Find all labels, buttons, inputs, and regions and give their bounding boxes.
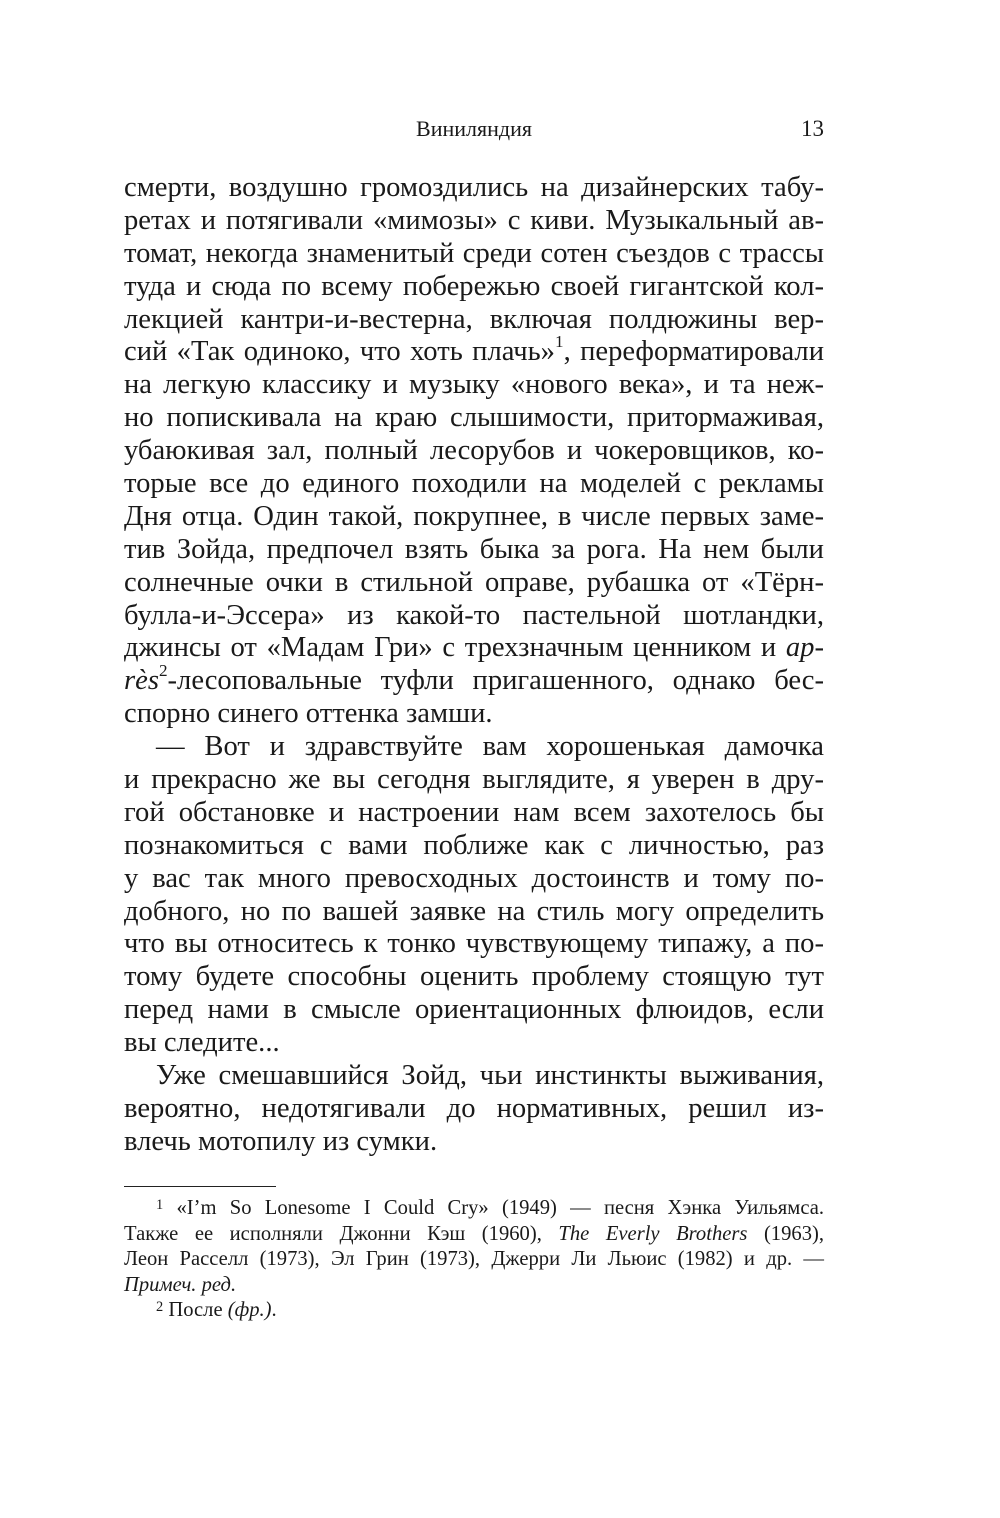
- page-number: 13: [801, 116, 824, 141]
- text-segment: Леон Расселл (1973), Эл Грин (1973), Джерри Ли Льюис (1982) и др. —: [124, 1248, 824, 1271]
- text-line: [124, 961, 824, 994]
- text-segment: тому будете способны оценить проблему стоящую тут: [124, 961, 824, 993]
- text-segment: смерти, воздушно громоздились на дизайнерских табу-: [124, 172, 824, 203]
- text-segment: но попискивала на краю слышимости, притормаживая,: [124, 402, 824, 434]
- text-line: [124, 1093, 824, 1126]
- text-segment: (1963),: [747, 1222, 825, 1245]
- footnote-reference: 1: [554, 332, 564, 352]
- text-line: [124, 632, 824, 665]
- text-line: [124, 271, 824, 304]
- text-segment: сий «Так одиноко, что хоть плачь»: [124, 336, 555, 368]
- text-line: [124, 731, 824, 764]
- text-line: [124, 205, 824, 238]
- text-segment: перед нами в смысле ориентационных флюидов, если: [124, 994, 824, 1026]
- text-segment: добного, но по вашей заявке на стиль могу определить: [124, 895, 824, 927]
- text-segment: томат, некогда знаменитый среди сотен съездов с трассы: [124, 237, 824, 269]
- text-line: [124, 896, 824, 929]
- text-segment: туда и сюда по всему побережью своей гигантской кол-: [124, 270, 824, 302]
- footnote-marker: 2: [156, 1299, 164, 1316]
- text-line: [124, 468, 824, 501]
- text-line: [124, 567, 824, 600]
- text-line: [124, 238, 824, 271]
- running-header: [124, 116, 824, 146]
- text-segment: гой обстановке и настроении нам всем захотелось бы: [124, 796, 824, 828]
- text-line: [124, 402, 824, 435]
- text-segment: влечь мотопилу из сумки.: [124, 1125, 438, 1157]
- text-segment: что вы относитесь к тонко чувствующему типажу, а по-: [124, 928, 824, 960]
- footnote-line: [124, 1222, 824, 1248]
- text-segment: «I’m So Lonesome I Could Cry» (1949) — песня Хэнка Уильямса.: [163, 1197, 824, 1219]
- text-line: [124, 797, 824, 830]
- footnote-line: [124, 1298, 824, 1324]
- text-line: [124, 534, 824, 567]
- italic-segment: Примеч. ред.: [124, 1273, 237, 1296]
- text-segment: ретах и потягивали «мимозы» с киви. Музыкальный ав-: [124, 204, 824, 236]
- text-line: [124, 332, 824, 369]
- text-line: [124, 1126, 824, 1159]
- footnote-marker: 1: [156, 1196, 164, 1213]
- text-segment: джинсы от «Мадам Гри» с трехзначным ценником и: [124, 632, 786, 664]
- text-line: [124, 698, 824, 731]
- text-line: [124, 304, 824, 337]
- text-segment: убаюкивая зал, полный лесорубов и чокеровщиков, ко-: [124, 435, 824, 467]
- text-segment: тив Зойда, предпочел взять быка за рога. На нем были: [124, 533, 824, 565]
- text-segment: .: [271, 1299, 277, 1322]
- text-segment: , переформатировали: [563, 336, 824, 368]
- text-line: [124, 863, 824, 896]
- text-segment: лекцией кантри-и-вестерна, включая полдюжины вер-: [124, 303, 824, 335]
- text-segment: Уже смешавшийся Зойд, чьи инстинкты выживания,: [156, 1060, 824, 1092]
- text-segment: Также ее исполняли Джонни Кэш (1960),: [124, 1222, 559, 1245]
- text-segment: у вас так много превосходных достоинств и тому по-: [124, 862, 824, 894]
- text-segment: вероятно, недотягивали до нормативных, решил из-: [124, 1092, 824, 1124]
- italic-segment: rès: [124, 665, 159, 697]
- footnote-divider: [124, 1186, 276, 1187]
- italic-segment: ap-: [785, 632, 824, 664]
- text-segment: солнечные очки в стильной оправе, рубашка от «Тёрн-: [124, 566, 824, 598]
- running-title: Виниляндия: [416, 116, 532, 141]
- italic-segment: (фр.): [227, 1299, 272, 1322]
- text-segment: познакомиться с вами поближе как с личностью, раз: [124, 829, 824, 861]
- main-text: [124, 172, 824, 1159]
- footnote-reference: 2: [158, 661, 168, 681]
- text-line: [124, 764, 824, 797]
- text-segment: и прекрасно же вы сегодня выглядите, я уверен в дру-: [124, 764, 824, 796]
- text-line: [124, 369, 824, 402]
- italic-segment: The Everly Brothers: [558, 1222, 748, 1245]
- text-segment: -лесоповальные туфли пригашенного, однако бес-: [167, 665, 824, 697]
- text-segment: После: [163, 1299, 228, 1322]
- text-segment: спорно синего оттенка замши.: [124, 698, 493, 730]
- text-line: [124, 830, 824, 863]
- text-line: [124, 928, 824, 961]
- text-line: [124, 1027, 824, 1060]
- text-segment: булла-и-Эссера» из какой-то пастельной шотландки,: [124, 599, 824, 631]
- text-line: [124, 994, 824, 1027]
- footnote-line: [124, 1247, 824, 1273]
- text-line: [124, 501, 824, 534]
- text-line: [124, 435, 824, 468]
- text-segment: Дня отца. Один такой, покрупнее, в числе первых заме-: [124, 500, 824, 532]
- footnote-line: [124, 1273, 824, 1299]
- footnote-line: [124, 1196, 824, 1222]
- text-segment: торые все до единого походили на моделей с рекламы: [124, 468, 824, 500]
- text-segment: на легкую классику и музыку «нового века», и та неж-: [124, 369, 824, 401]
- text-line: [124, 1060, 824, 1093]
- text-line: [124, 172, 824, 205]
- text-line: [124, 661, 824, 698]
- footnotes: [124, 1196, 824, 1324]
- text-segment: — Вот и здравствуйте вам хорошенькая дамочка: [156, 731, 824, 763]
- text-line: [124, 600, 824, 633]
- text-segment: вы следите...: [124, 1027, 280, 1059]
